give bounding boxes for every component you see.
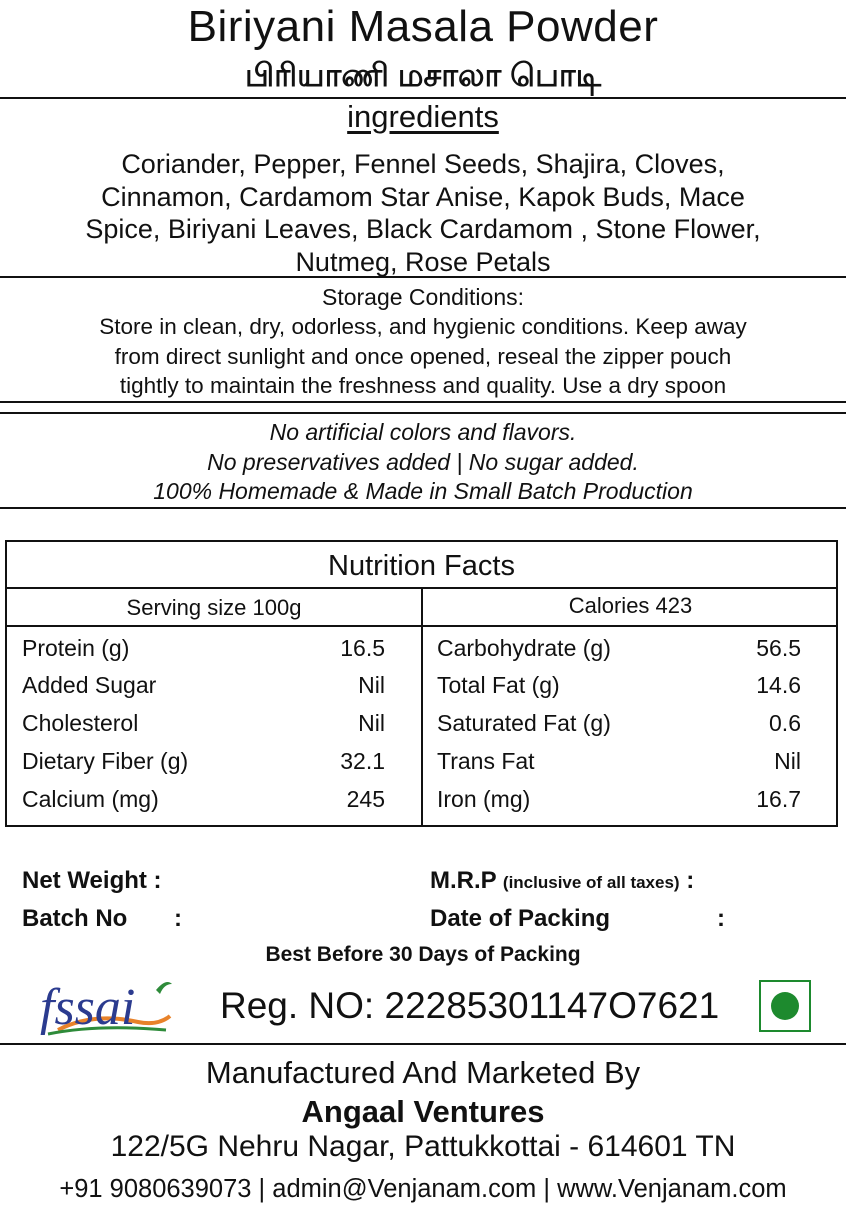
company-address: 122/5G Nehru Nagar, Pattukkottai - 614601 TN: [110, 1130, 736, 1163]
batch-label: Batch No: [22, 905, 128, 932]
nutrient-value: 16.5: [340, 635, 385, 661]
registration-number: Reg. NO: 22285301147O7621: [220, 985, 720, 1026]
ingredients-line: Nutmeg, Rose Petals: [295, 246, 551, 277]
claim-no-artificial: No artificial colors and flavors.: [269, 419, 577, 445]
company-name: Angaal Ventures: [301, 1094, 545, 1129]
nutrient-value: 14.6: [756, 672, 801, 698]
table-rule: [7, 625, 836, 627]
fssai-logo-text: fssai: [40, 979, 136, 1036]
nutrient-label: Trans Fat: [437, 748, 535, 774]
storage-line: tightly to maintain the freshness and quality. Use a dry spoon: [119, 373, 727, 398]
ingredients-heading: ingredients: [347, 99, 499, 134]
mrp-note: (inclusive of all taxes): [502, 873, 680, 892]
storage-text: [0, 312, 846, 401]
nutrient-value: 245: [346, 786, 385, 812]
divider: [0, 276, 846, 278]
storage-line: from direct sunlight and once opened, reseal the zipper pouch: [114, 343, 732, 369]
nutrient-value: 16.7: [756, 786, 801, 812]
nutrition-title: Nutrition Facts: [328, 550, 515, 582]
nutrient-label: Dietary Fiber (g): [22, 748, 189, 774]
nutrient-label: Total Fat (g): [437, 672, 560, 698]
storage-line: Store in clean, dry, odorless, and hygienic conditions. Keep away: [99, 314, 747, 339]
product-title-tamil: பிரியாணி மசாலா பொடி: [244, 57, 602, 93]
batch-colon: :: [174, 905, 182, 932]
nutrient-value: Nil: [774, 748, 801, 774]
manufacturer-heading: Manufactured And Marketed By: [205, 1055, 641, 1090]
table-rule: [421, 587, 423, 825]
net-weight-label: Net Weight :: [22, 867, 162, 894]
nutrient-value: 56.5: [756, 635, 801, 661]
nutrient-value: Nil: [358, 710, 385, 736]
nutrient-label: Saturated Fat (g): [437, 710, 611, 736]
storage-heading: Storage Conditions:: [321, 284, 524, 310]
nutrition-facts-table: [5, 540, 838, 827]
nutrient-label: Carbohydrate (g): [437, 635, 611, 661]
nutrient-label: Calcium (mg): [22, 786, 159, 812]
serving-size: Serving size 100g: [126, 595, 302, 620]
claim-homemade: 100% Homemade & Made in Small Batch Production: [153, 478, 693, 504]
calories: Calories 423: [568, 593, 693, 618]
ingredients-list: [0, 148, 846, 278]
nutrient-value: 0.6: [769, 710, 801, 736]
mrp-text: M.R.P: [430, 867, 497, 894]
company-contact: +91 9080639073 | admin@Venjanam.com | www.Venjanam.com: [59, 1175, 787, 1203]
ingredients-line: Coriander, Pepper, Fennel Seeds, Shajira, Cloves,: [121, 149, 725, 179]
nutrient-value: Nil: [358, 672, 385, 698]
divider: [0, 401, 846, 403]
packing-colon: :: [717, 905, 725, 932]
packing-date-label: Date of Packing: [430, 905, 611, 932]
nutrient-label: Iron (mg): [437, 786, 531, 812]
product-title: Biriyani Masala Powder: [187, 2, 659, 51]
divider: [0, 1043, 846, 1045]
divider: [0, 412, 846, 414]
veg-symbol-icon: [759, 980, 811, 1032]
fssai-logo: [38, 972, 178, 1042]
veg-dot: [771, 992, 799, 1020]
nutrient-value: 32.1: [340, 748, 385, 774]
mrp-label: [430, 866, 694, 898]
nutrient-label: Added Sugar: [22, 672, 157, 698]
divider: [0, 507, 846, 509]
ingredients-line: Spice, Biriyani Leaves, Black Cardamom , Stone Flower,: [85, 214, 761, 244]
claim-no-preservatives: No preservatives added | No sugar added.: [207, 449, 639, 475]
ingredients-line: Cinnamon, Cardamom Star Anise, Kapok Buds, Mace: [101, 181, 745, 212]
nutrient-label: Protein (g): [22, 635, 130, 661]
nutrient-label: Cholesterol: [22, 710, 139, 736]
mrp-colon: :: [686, 867, 695, 894]
best-before: Best Before 30 Days of Packing: [265, 943, 581, 966]
